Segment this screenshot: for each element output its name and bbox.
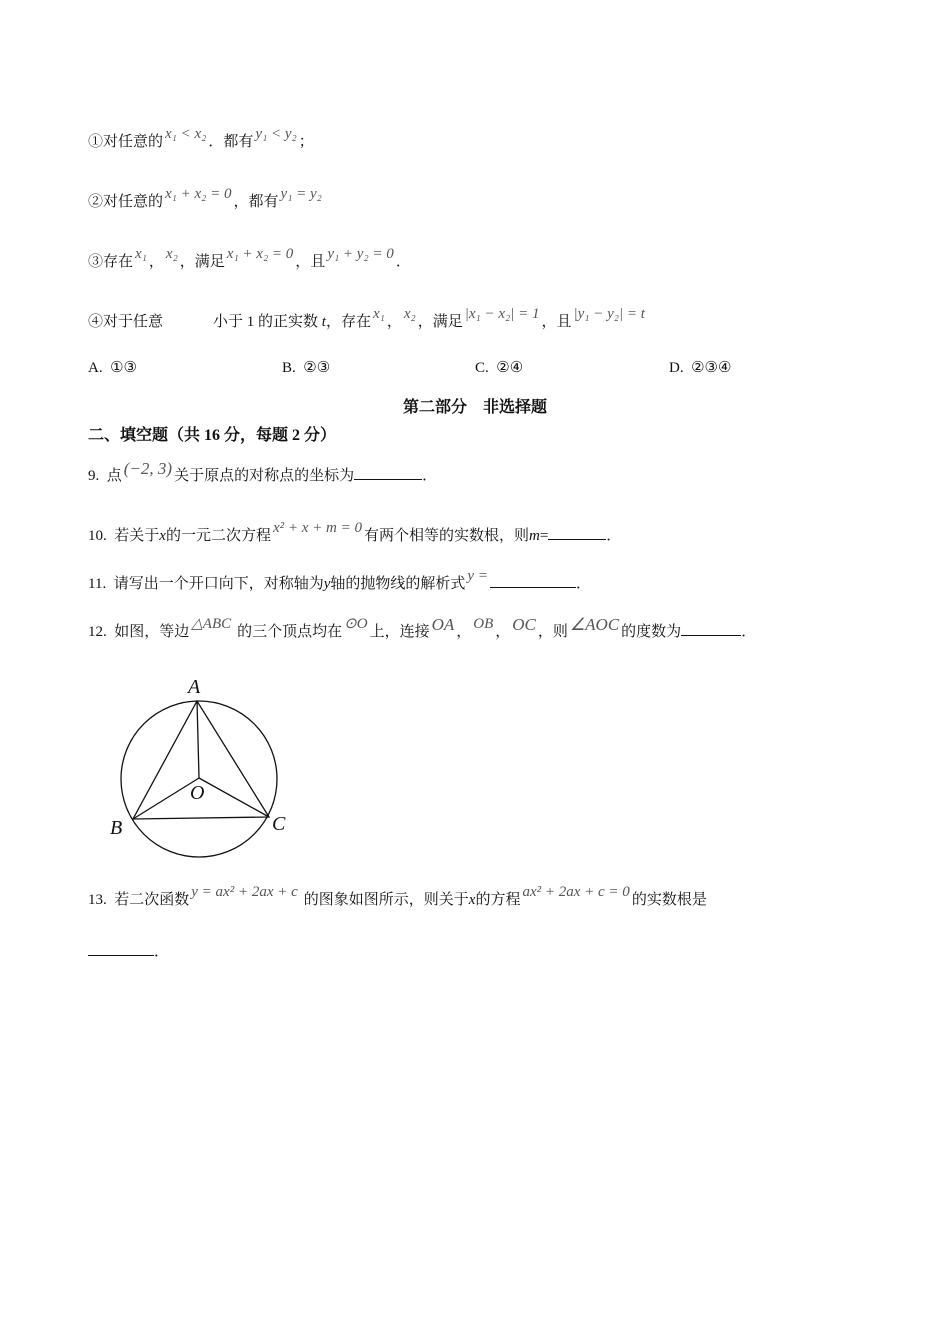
s2-math-1: x₁ + x₂ = 0 [165, 186, 232, 202]
q12-mid2: 上，连接 [369, 624, 430, 640]
option-d[interactable] [669, 358, 731, 377]
s1-mid: ．都有 [208, 134, 254, 150]
q12-math-4: OB [473, 616, 494, 632]
option-b-letter: B. [282, 360, 296, 376]
q13-x: x [468, 892, 476, 908]
s4-math-2: x₂ [403, 306, 416, 322]
statement-2 [88, 186, 324, 211]
part-heading: 第二部分 非选择题 [402, 399, 547, 416]
option-d-text: ②③④ [691, 360, 732, 376]
section-heading: 二、填空题（共 16 分，每题 2 分） [88, 427, 337, 444]
option-b-text: ②③ [303, 360, 331, 376]
segment-oc [199, 778, 269, 817]
option-a-text: ①③ [110, 360, 137, 376]
q11-post: 轴的抛物线的解析式 [330, 576, 466, 592]
s4-mid2: ，存在 [325, 314, 371, 330]
q10-pre: 若关于 [114, 528, 160, 544]
option-a[interactable] [88, 358, 137, 377]
q11-y: y [323, 576, 331, 592]
q13-math-1: y = ax² + 2ax + c [191, 884, 298, 900]
q12-end: ． [741, 624, 757, 640]
q9-pre: 点 [106, 468, 122, 484]
question-12 [88, 615, 757, 641]
s3-math-1: x₁ [135, 246, 147, 262]
question-11 [88, 568, 591, 593]
q13-end: ． [154, 944, 170, 960]
q10-end: ． [606, 528, 622, 544]
q13-pre: 若二次函数 [114, 892, 190, 908]
q12-math-1: △ABC [191, 616, 232, 632]
q9-answer-blank[interactable] [354, 465, 422, 480]
s4-sep: ， [386, 314, 402, 330]
q12-post: 的度数为 [621, 624, 682, 640]
circle-triangle-figure [100, 670, 300, 865]
q10-eq: = [539, 528, 549, 544]
s2-mid: ，都有 [233, 194, 279, 210]
q10-x: x [159, 528, 166, 544]
label-b: B [110, 817, 123, 839]
q13-mid: 的图象如图所示，则关于 [303, 892, 469, 908]
q11-num: 11. [88, 576, 107, 592]
s2-prefix: ②对任意的 [88, 194, 164, 210]
s4-prefix: ④对于任意 [88, 314, 164, 330]
q13-mid2: 的方程 [475, 892, 521, 908]
q11-math-1: y = [467, 568, 488, 584]
option-c-letter: C. [475, 360, 489, 376]
q13-num: 13. [88, 892, 107, 908]
q9-num: 9. [88, 468, 100, 484]
s4-mid4: ，且 [541, 314, 572, 330]
option-b[interactable] [282, 358, 330, 377]
statement-4 [88, 306, 647, 331]
q12-c2: ， [495, 624, 511, 640]
s4-mid3: ，满足 [417, 314, 463, 330]
q12-math-6: ∠AOC [569, 615, 620, 634]
q9-end: ． [422, 468, 438, 484]
s3-prefix: ③存在 [88, 254, 134, 270]
q13-math-2: ax² + 2ax + c = 0 [522, 884, 630, 900]
option-a-letter: A. [88, 360, 103, 376]
q12-c3: ，则 [537, 624, 568, 640]
s1-math-2: y₁ < y₂ [255, 126, 297, 142]
s3-sep: ， [148, 254, 164, 270]
q10-mid: 的一元二次方程 [165, 528, 271, 544]
label-o: O [190, 782, 205, 804]
circle-o [121, 701, 277, 857]
s1-end: ； [298, 134, 314, 150]
s3-mid2: ，且 [295, 254, 326, 270]
q12-answer-blank[interactable] [681, 621, 741, 636]
q9-math-1: (−2, 3) [123, 459, 173, 478]
statement-3 [88, 246, 411, 271]
q13-answer-blank[interactable] [88, 941, 154, 956]
q11-end: ． [575, 576, 591, 592]
option-c-text: ②④ [496, 360, 524, 376]
q13-post: 的实数根是 [631, 892, 707, 908]
segment-oa [197, 701, 199, 778]
s3-math-2: x₂ [165, 246, 178, 262]
q10-m: m [528, 528, 540, 544]
question-9 [88, 459, 438, 485]
label-a: A [188, 676, 201, 698]
statement-1 [88, 126, 314, 151]
s1-math-1: x₁ < x₂ [165, 126, 207, 142]
s3-math-3: x₁ + x₂ = 0 [226, 246, 294, 262]
q10-answer-blank[interactable] [548, 525, 606, 540]
label-c: C [272, 813, 286, 835]
question-13-answer-line [88, 940, 169, 961]
q10-num: 10. [88, 528, 107, 544]
q12-num: 12. [88, 624, 107, 640]
s4-t: t [321, 314, 326, 330]
s3-end: ． [395, 254, 411, 270]
question-13 [88, 884, 707, 909]
q9-post: 关于原点的对称点的坐标为 [174, 468, 355, 484]
s4-math-1: x₁ [372, 306, 385, 322]
option-d-letter: D. [669, 360, 684, 376]
q11-answer-blank[interactable] [490, 573, 576, 588]
q12-math-5: OC [512, 615, 536, 634]
q12-math-2: ⊙O [344, 616, 368, 632]
q12-c1: ， [456, 624, 472, 640]
s2-math-2: y₁ = y₂ [280, 186, 322, 202]
s3-mid: ，满足 [179, 254, 225, 270]
q12-math-3: OA [431, 615, 455, 634]
option-c[interactable] [475, 358, 523, 377]
q12-pre: 如图，等边 [114, 624, 190, 640]
s4-math-4: |y₁ − y₂| = t [573, 306, 645, 322]
q12-mid: 的三个顶点均在 [237, 624, 343, 640]
q11-pre: 请写出一个开口向下，对称轴为 [113, 576, 324, 592]
q10-math-1: x² + x + m = 0 [272, 520, 362, 536]
s3-math-4: y₁ + y₂ = 0 [327, 246, 394, 262]
q10-post: 有两个相等的实数根，则 [363, 528, 529, 544]
s4-mid: 小于 1 的正实数 [213, 314, 319, 330]
s1-prefix: ①对任意的 [88, 134, 164, 150]
s4-math-3: |x₁ − x₂| = 1 [464, 306, 540, 322]
question-10 [88, 520, 622, 545]
